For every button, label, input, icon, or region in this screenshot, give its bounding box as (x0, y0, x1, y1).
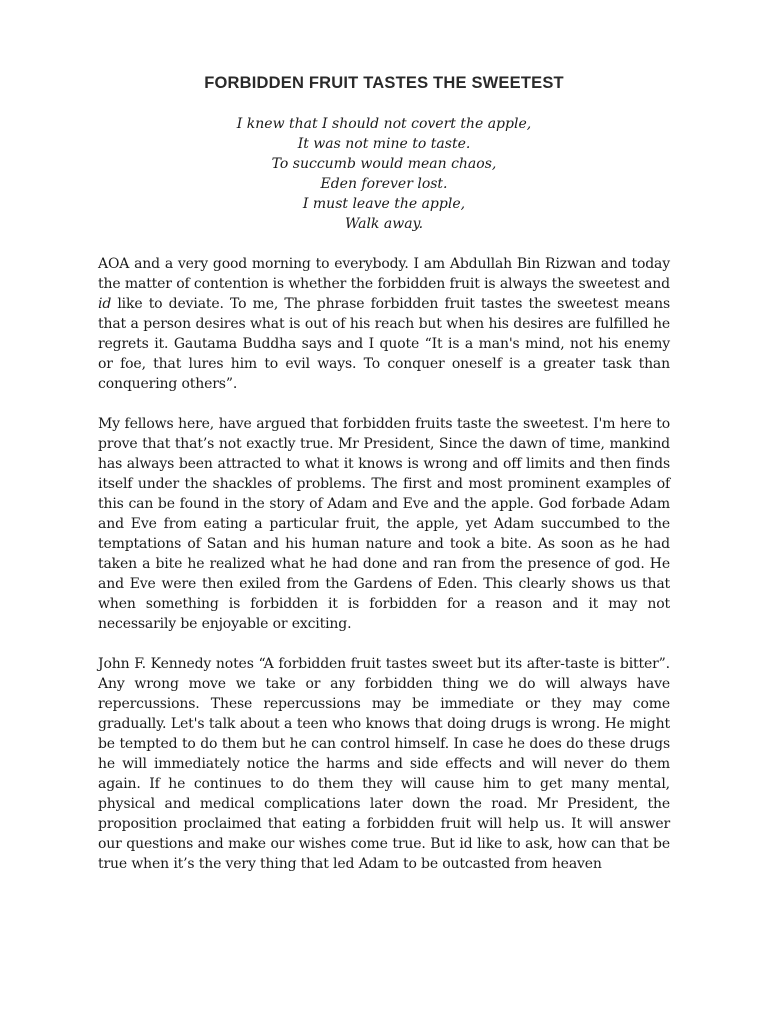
paragraph-1-italic-word: id (98, 296, 112, 312)
opening-poem (98, 114, 670, 234)
body-paragraph-2: My fellows here, have argued that forbidden fruits taste the sweetest. I'm here to prove that that’s not exactly true. Mr President, Since the dawn of time, mankind has always been attracted to what it knows is wrong and off limits and then finds itself under the shackles of problems. The first and most prominent examples of this can be found in the story of Adam and Eve and the apple. God forbade Adam and Eve from eating a particular fruit, the apple, yet Adam succumbed to the temptations of Satan and his human nature and took a bite. As soon as he had taken a bite he realized what he had done and ran from the presence of god. He and Eve were then exiled from the Gardens of Eden. This clearly shows us that when something is forbidden it is forbidden for a reason and it may not necessarily be enjoyable or exciting. (98, 416, 670, 632)
paragraph-1-text-end: like to deviate. To me, The phrase forbidden fruit tastes the sweetest means that a person desires what is out of his reach but when his desires are fulfilled he regrets it. Gautama Buddha says and I quote “It is a man's mind, not his enemy or foe, that lures him to evil ways. To conquer oneself is a greater task than conquering others”. (98, 296, 670, 392)
body-paragraph-1 (98, 254, 670, 394)
poem-line: Walk away. (344, 216, 424, 232)
body-paragraph-3: John F. Kennedy notes “A forbidden fruit tastes sweet but its after-taste is bitter”. Any wrong move we take or any forbidden thing we do will always have repercussions. These repercussions may be immediate or they may come gradually. Let's talk about a teen who knows that doing drugs is wrong. He might be tempted to do them but he can control himself. In case he does do these drugs he will immediately notice the harms and side effects and will never do them again. If he continues to do them they will cause him to get many mental, physical and medical complications later down the road. Mr President, the proposition proclaimed that eating a forbidden fruit will help us. It will answer our questions and make our wishes come true. But id like to ask, how can that be true when it’s the very thing that led Adam to be outcasted from heaven (98, 656, 670, 872)
document-title: FORBIDDEN FRUIT TASTES THE SWEETEST (204, 74, 564, 92)
paragraph-1-text-start: AOA and a very good morning to everybody. I am Abdullah Bin Rizwan and today the matter of contention is whether the forbidden fruit is always the sweetest and (98, 256, 670, 292)
poem-line: I must leave the apple, (302, 196, 466, 212)
document-page (98, 70, 670, 874)
poem-line: To succumb would mean chaos, (271, 156, 497, 172)
poem-line: Eden forever lost. (320, 176, 448, 192)
poem-line: It was not mine to taste. (297, 136, 471, 152)
poem-line: I knew that I should not covert the apple, (236, 116, 532, 132)
